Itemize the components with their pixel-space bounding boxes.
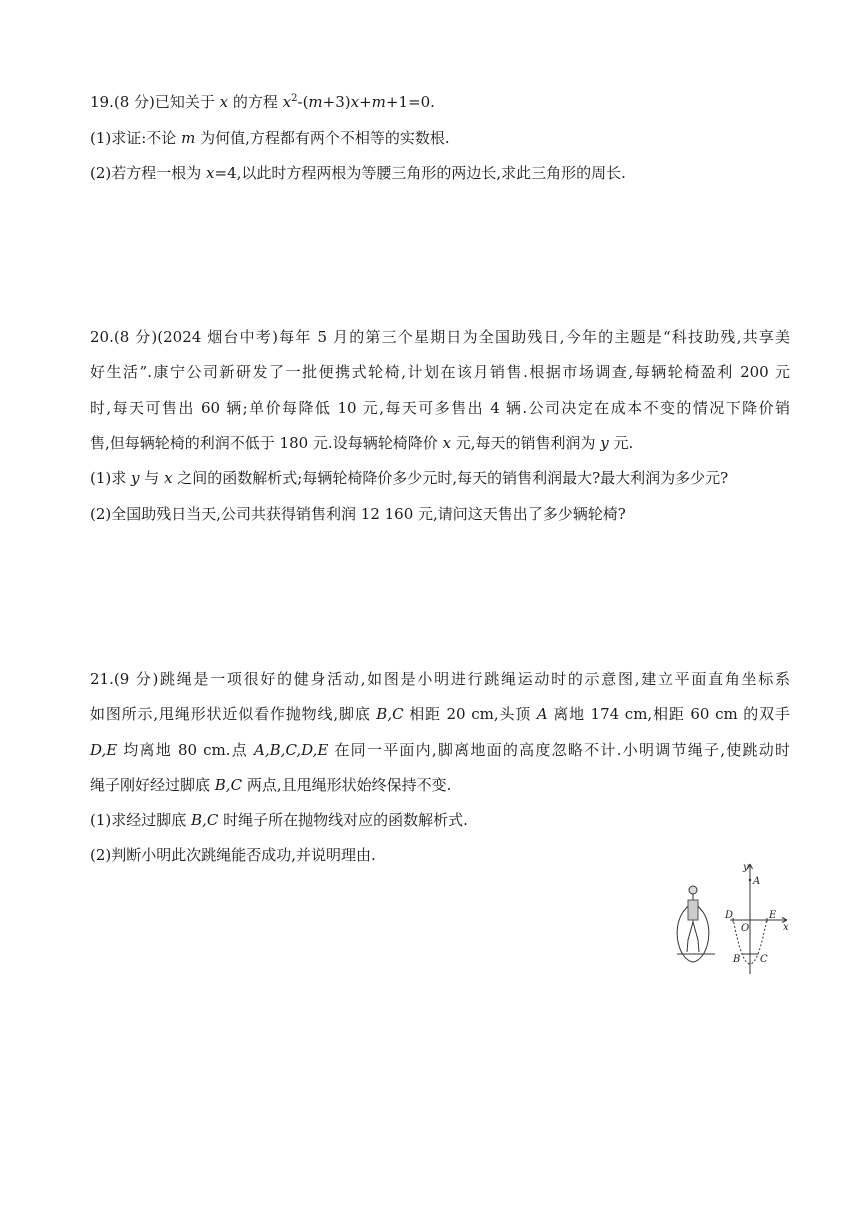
label-x: x xyxy=(783,922,789,933)
jump-rope-diagram xyxy=(675,860,800,978)
label-a: A xyxy=(753,876,761,887)
label-b: B xyxy=(733,954,741,965)
person-illustration xyxy=(677,886,715,962)
q20-part1: (1)求 y 与 x 之间的函数解析式;每辆轮椅降价多少元时,每天的销售利润最大?最大利润为多少元? xyxy=(90,469,729,487)
q20-part2: (2)全国助残日当天,公司共获得销售利润 12 160 元,请问这天售出了多少辆轮椅? xyxy=(90,505,626,523)
label-d: D xyxy=(725,910,734,921)
label-o: O xyxy=(741,923,750,934)
q21-line4: 绳子刚好经过脚底 B,C 两点,且甩绳形状始终保持不变. xyxy=(90,776,452,794)
q20-line2: 好生活”.康宁公司新研发了一批便携式轮椅,计划在该月销售.根据市场调查,每辆轮椅盈利 200 元 xyxy=(90,363,790,381)
q21-line3: D,E 均离地 80 cm.点 A,B,C,D,E 在同一平面内,脚离地面的高度忽略不计.小明调节绳子,使跳动时 xyxy=(90,741,790,759)
label-c: C xyxy=(760,954,768,965)
point-a xyxy=(749,879,751,881)
q20-line4: 售,但每辆轮椅的利润不低于 180 元.设每辆轮椅降价 x 元,每天的销售利润为 y 元. xyxy=(90,434,634,452)
label-e: E xyxy=(769,910,777,921)
q21-line1: 21.(9 分)跳绳是一项很好的健身活动,如图是小明进行跳绳运动时的示意图,建立平面直角坐标系 xyxy=(90,670,790,688)
label-y: y xyxy=(743,862,749,873)
q19-stem: 19.(8 分)已知关于 x 的方程 $x^2-(m+3)x+m+1=0$. xyxy=(90,93,435,111)
jump-rope-figure xyxy=(675,860,800,978)
q20-line3: 时,每天可售出 60 辆;单价每降低 10 元,每天可多售出 4 辆.公司决定在成本不变的情况下降价销 xyxy=(90,399,790,417)
q19-part2: (2)若方程一根为 x=4,以此时方程两根为等腰三角形的两边长,求此三角形的周长. xyxy=(90,164,626,182)
q21-part2: (2)判断小明此次跳绳能否成功,并说明理由. xyxy=(90,846,376,864)
q20-line1: 20.(8 分)(2024 烟台中考)每年 5 月的第三个星期日为全国助残日,今年的主题是“科技助残,共享美 xyxy=(90,328,790,346)
q21-part1: (1)求经过脚底 B,C 时绳子所在抛物线对应的函数解析式. xyxy=(90,811,468,829)
q21-line2: 如图所示,甩绳形状近似看作抛物线,脚底 B,C 相距 20 cm,头顶 A 离地 174 cm,相距 60 cm 的双手 xyxy=(90,705,791,723)
q19-part1: (1)求证:不论 m 为何值,方程都有两个不相等的实数根. xyxy=(90,129,450,147)
